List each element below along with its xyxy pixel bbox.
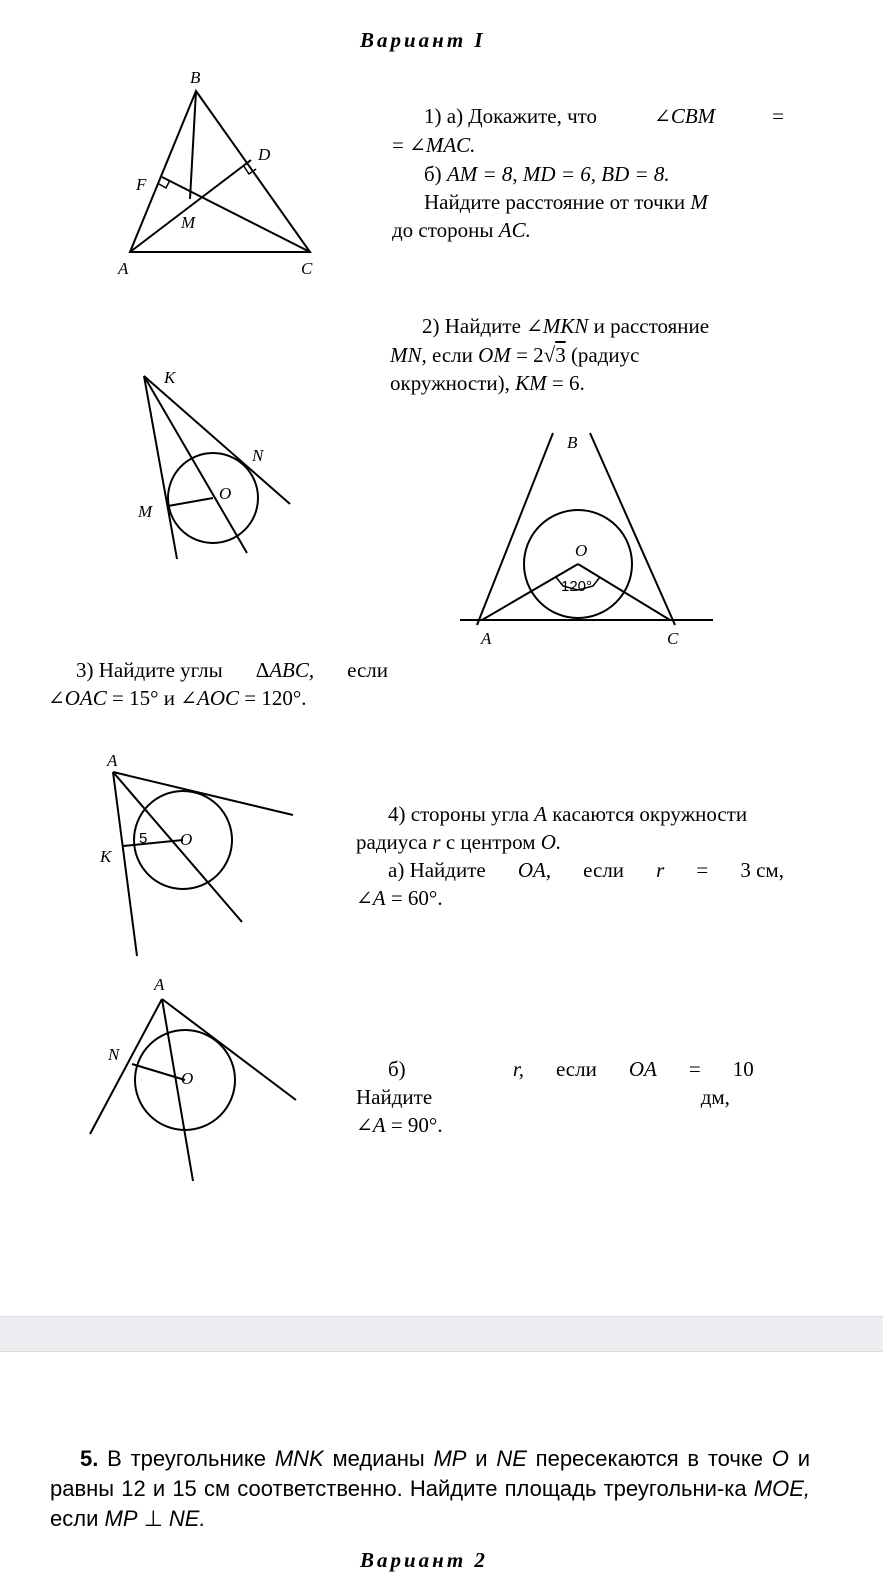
given-values: AM = 8, MD = 6, BD = 8. [446,162,670,186]
task-1-line-1 [392,102,784,131]
label-k: K [100,847,112,866]
task-5-and: и [475,1446,488,1471]
label-a: A [118,259,129,278]
label-a: A [154,975,165,994]
label-o: O [575,541,588,560]
task-2-line-1: 2) Найдите ∠MKN и расстояние [422,314,710,338]
task-4a-line-2: ∠A = 60°. [356,886,443,910]
label-d: D [258,145,271,164]
angle-90-value: = 90°. [390,1113,443,1137]
label-o: O [180,830,193,849]
label-m: M [181,213,196,232]
segment-mn: MN, [390,343,427,367]
label-b: B [567,433,578,452]
label-c: C [301,259,313,278]
radius-text: (радиус [570,343,640,367]
task-4b-line-2: ∠A = 90°. [356,1113,443,1137]
equals-sign: = [772,104,784,128]
task-3-line-2: ∠OAC = 15° и ∠AOC = 120°. [48,686,307,710]
angle-a-sym: A [372,886,386,910]
side-ac: AC. [498,218,531,242]
task-4b [356,1055,784,1140]
r-value: 3 см, [740,858,784,882]
label-five: 5 [139,830,148,847]
label-m: M [138,502,153,521]
point-m: M [690,190,708,214]
task-1 [392,102,784,244]
figure-angle-circle-a [96,748,301,960]
angle-sides-text: 4) стороны угла [388,802,529,826]
figure-angle-circle-n [84,972,306,1186]
km-value: = 6. [551,371,585,395]
task-5-number [50,1446,98,1471]
task-1-line-2: = ∠MAC. [392,133,476,157]
task-5-if: если [50,1506,99,1531]
task-2-find: 2) Найдите [422,314,521,338]
task-4-line-1 [356,800,784,828]
aoc-value: = 120°. [244,686,307,710]
median-ne: NE [496,1446,527,1471]
radius-text: радиуса [356,830,428,854]
oac-value: = 15° и [112,686,175,710]
median-ne-2: NE. [168,1506,206,1531]
task-2-line-2 [390,341,780,369]
label-n: N [252,446,264,465]
label-n: N [108,1045,120,1064]
angle-60-value: = 60°. [390,886,443,910]
angle-mkn: MKN [542,314,589,338]
touch-circle-text: касаются окружности [552,802,748,826]
task-3-find: 3) Найдите углы [76,658,223,682]
variant-2-title: Вариант 2 [360,1548,488,1572]
median-mp-2: MP [104,1506,138,1531]
to-side-text: до стороны [392,218,494,242]
angle-cbm: ∠CBM [654,104,716,128]
task-1-line-3 [392,160,784,188]
sqrt-sign: √3 [543,343,566,367]
center-text: с центром [445,830,536,854]
task-5-num: 5. [80,1446,99,1471]
task-5 [50,1444,810,1534]
if-text: если [347,658,388,682]
part-b: б) [424,162,442,186]
angle-a-sym: A [372,1113,386,1137]
part-b-find: б) Найдите [356,1057,433,1109]
figure-triangle-incircle [455,425,717,653]
angle-aoc: AOC [197,686,240,710]
task-2-and-distance: и расстояние [593,314,710,338]
label-b: B [190,68,201,87]
task-5-t5: и равны 12 и 15 см соответственно. Найдите площадь треугольни-ка [50,1446,810,1501]
point-o: O [771,1446,789,1471]
task-4 [356,800,784,913]
perpendicular-sign: ⊥ [143,1506,163,1531]
task-2 [390,312,780,397]
task-3 [48,656,388,713]
task-1-line-4 [392,188,784,216]
r-var: r, [512,1057,524,1081]
variant-title: Вариант I [360,28,486,52]
triangle-moe: MOE, [753,1476,810,1501]
page-separator [0,1316,883,1352]
sqrt-three: 3 [555,343,566,367]
angle-a: A [534,802,547,826]
r-var: r [656,858,665,882]
radius-r: r [432,830,441,854]
circle-text: окружности), [390,371,510,395]
task-5-t2: медианы [332,1446,425,1471]
segment-om: OM [478,343,511,367]
figure-triangle-altitudes [110,62,340,282]
angle-120-label: 120° [561,578,593,595]
part-a-find: а) Найдите [388,858,486,882]
mac: MAC. [425,133,476,157]
label-c: C [667,629,679,648]
task-4b-line-1 [356,1055,784,1111]
task-5-t4: пересекаются в точке [535,1446,764,1471]
task-4a-line-1 [356,856,784,884]
center-o: O. [540,830,562,854]
label-o: O [219,484,232,503]
angle-oac: OAC [64,686,107,710]
segment-km: KM [515,371,547,395]
segment-oa: OA [628,1057,657,1081]
equals-sign: = [696,858,709,882]
label-o: O [181,1069,194,1088]
segment-oa: OA, [517,858,552,882]
label-f: F [136,175,147,194]
equals-sign-2: = [392,133,404,157]
label-a: A [107,751,118,770]
find-distance-text: Найдите расстояние от точки [424,190,686,214]
if-text: если [555,1057,597,1081]
equals-sign: = [688,1057,701,1081]
task-5-t1: В треугольнике [107,1446,267,1471]
if-text: если [432,343,473,367]
median-mp: MP [433,1446,467,1471]
task-1-text: 1) а) Докажите, что [424,104,598,128]
task-2-line-3 [390,369,780,397]
cbm: CBM [670,104,716,128]
task-1-line-5 [392,216,784,244]
oa-value: 10 дм, [700,1057,754,1109]
task-4-line-2 [356,828,784,856]
triangle-mnk: MNK [274,1446,324,1471]
label-k: K [164,368,176,387]
figure-angle-circle-k [130,362,310,567]
triangle-abc: ΔABC, [255,658,315,682]
label-a: A [481,629,492,648]
task-3-line-1 [48,656,388,684]
abc: ABC, [269,658,315,682]
if-text: если [583,858,625,882]
equals-two: = 2 [516,343,544,367]
